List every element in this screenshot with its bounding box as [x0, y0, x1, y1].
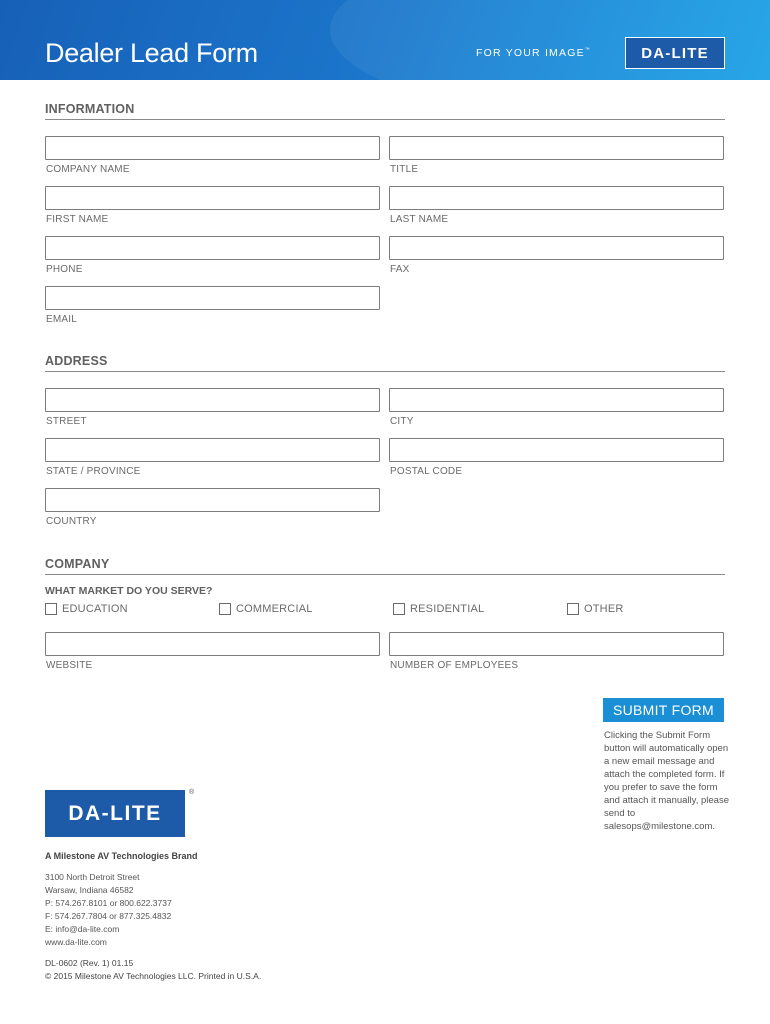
section-divider [45, 119, 725, 120]
country-field[interactable] [45, 488, 380, 512]
phone-field[interactable] [45, 236, 380, 260]
header-logo-text: DA-LITE [641, 44, 709, 62]
market-option-education[interactable] [45, 603, 128, 615]
submit-form-button[interactable]: SUBMIT FORM [603, 698, 724, 722]
tagline-text: FOR YOUR IMAGE [476, 47, 585, 59]
address-city: Warsaw, Indiana 46582 [45, 885, 134, 895]
residential-checkbox[interactable] [393, 603, 405, 615]
submit-instructions: Clicking the Submit Form button will automatically open a new email message and attach the completed form. If you prefer to save the form and attach it manually, please send to salesops@milestone.com. [604, 730, 729, 832]
city-label: CITY [390, 416, 414, 427]
commercial-checkbox-label: COMMERCIAL [236, 603, 313, 615]
phone-line: P: 574.267.8101 or 800.622.3737 [45, 898, 172, 908]
market-option-other[interactable] [567, 603, 624, 615]
first-name-label: FIRST NAME [46, 214, 109, 225]
website-label: WEBSITE [46, 660, 93, 671]
footer-logo [45, 790, 185, 837]
email-label: EMAIL [46, 314, 78, 325]
postal-code-field[interactable] [389, 438, 724, 462]
brand-line: A Milestone AV Technologies Brand [45, 851, 198, 861]
section-divider [45, 574, 725, 575]
commercial-checkbox[interactable] [219, 603, 231, 615]
number-of-employees-label: NUMBER OF EMPLOYEES [390, 660, 519, 671]
market-option-commercial[interactable] [219, 603, 313, 615]
fax-label: FAX [390, 264, 410, 275]
education-checkbox[interactable] [45, 603, 57, 615]
copyright-line: © 2015 Milestone AV Technologies LLC. Printed in U.S.A. [45, 971, 262, 981]
company-name-label: COMPANY NAME [46, 164, 130, 175]
registered-mark: ® [189, 789, 195, 796]
phone-label: PHONE [46, 264, 83, 275]
document-number: DL-0602 (Rev. 1) 01.15 [45, 958, 134, 968]
tagline [476, 47, 590, 59]
address-street: 3100 North Detroit Street [45, 872, 140, 882]
section-divider [45, 371, 725, 372]
fax-field[interactable] [389, 236, 724, 260]
market-question: WHAT MARKET DO YOU SERVE? [45, 585, 213, 597]
section-title-company: COMPANY [45, 557, 110, 571]
email-line: E: info@da-lite.com [45, 924, 120, 934]
page-title: Dealer Lead Form [45, 38, 258, 68]
education-checkbox-label: EDUCATION [62, 603, 128, 615]
state-province-label: STATE / PROVINCE [46, 466, 141, 477]
footer-logo-text: DA-LITE [68, 801, 162, 825]
postal-code-label: POSTAL CODE [390, 466, 463, 477]
website-link[interactable]: www.da-lite.com [45, 937, 107, 947]
last-name-label: LAST NAME [390, 214, 449, 225]
residential-checkbox-label: RESIDENTIAL [410, 603, 485, 615]
contact-address-block [45, 871, 172, 949]
last-name-field[interactable] [389, 186, 724, 210]
number-of-employees-field[interactable] [389, 632, 724, 656]
country-label: COUNTRY [46, 516, 97, 527]
first-name-field[interactable] [45, 186, 380, 210]
city-field[interactable] [389, 388, 724, 412]
section-title-address: ADDRESS [45, 354, 108, 368]
other-checkbox-label: OTHER [584, 603, 624, 615]
trademark-mark: ™ [584, 47, 590, 53]
title-field[interactable] [389, 136, 724, 160]
street-label: STREET [46, 416, 87, 427]
company-name-field[interactable] [45, 136, 380, 160]
website-field[interactable] [45, 632, 380, 656]
section-title-information: INFORMATION [45, 102, 135, 116]
street-field[interactable] [45, 388, 380, 412]
header-banner [0, 0, 770, 80]
email-field[interactable] [45, 286, 380, 310]
other-checkbox[interactable] [567, 603, 579, 615]
header-logo [625, 37, 725, 69]
title-label: TITLE [390, 164, 419, 175]
state-province-field[interactable] [45, 438, 380, 462]
market-option-residential[interactable] [393, 603, 484, 615]
document-info [45, 957, 261, 983]
fax-line: F: 574.267.7804 or 877.325.4832 [45, 911, 172, 921]
